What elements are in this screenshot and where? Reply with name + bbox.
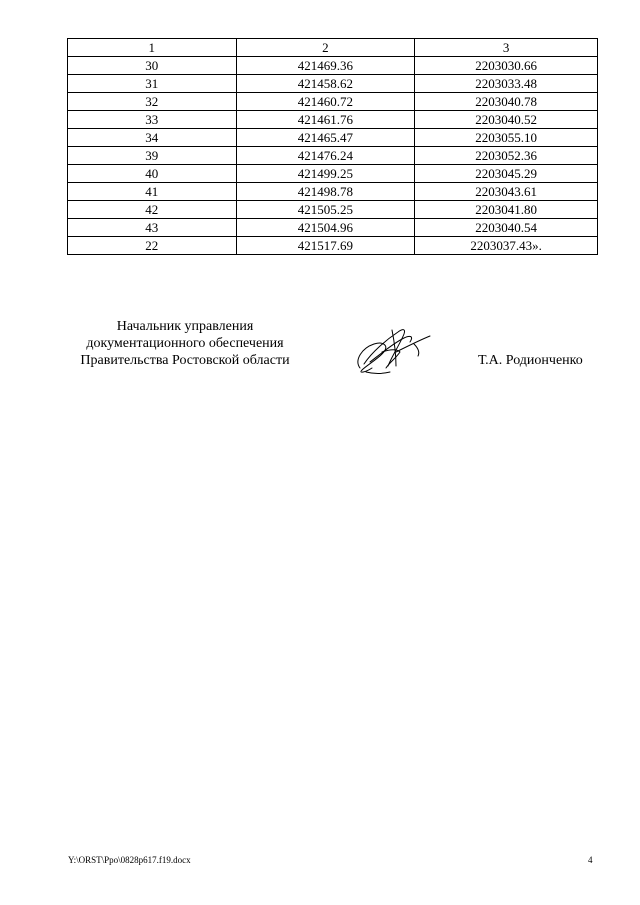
table-row <box>68 165 598 183</box>
handwritten-signature-icon <box>352 322 436 378</box>
cell-x-coordinate: 421469.36 <box>236 57 415 75</box>
cell-point-number: 40 <box>68 165 237 183</box>
table-row <box>68 219 598 237</box>
signatory-title-line-3: Правительства Ростовской области <box>80 353 290 368</box>
signatory-title-line-1: Начальник управления <box>116 319 254 334</box>
coordinates-table <box>67 38 598 255</box>
table-row <box>68 183 598 201</box>
table-row <box>68 93 598 111</box>
table-row <box>68 75 598 93</box>
coordinates-table-body <box>68 39 598 255</box>
cell-y-coordinate: 2203055.10 <box>415 129 598 147</box>
cell-point-number: 41 <box>68 183 237 201</box>
cell-y-coordinate: 2203040.54 <box>415 219 598 237</box>
page-number: 4 <box>588 855 593 865</box>
cell-y-coordinate: 2203052.36 <box>415 147 598 165</box>
cell-y-coordinate: 2203040.78 <box>415 93 598 111</box>
cell-y-coordinate: 2203040.52 <box>415 111 598 129</box>
table-row <box>68 147 598 165</box>
table-row <box>68 57 598 75</box>
cell-point-number: 22 <box>68 237 237 255</box>
cell-x-coordinate: 421461.76 <box>236 111 415 129</box>
signatory-title-line-2: документационного обеспечения <box>86 336 284 351</box>
header-cell-point: 1 <box>68 39 237 57</box>
table-header-row <box>68 39 598 57</box>
cell-point-number: 33 <box>68 111 237 129</box>
cell-point-number: 31 <box>68 75 237 93</box>
cell-y-coordinate: 2203045.29 <box>415 165 598 183</box>
signatory-title <box>60 318 310 369</box>
cell-x-coordinate: 421465.47 <box>236 129 415 147</box>
cell-point-number: 42 <box>68 201 237 219</box>
cell-point-number: 30 <box>68 57 237 75</box>
cell-x-coordinate: 421517.69 <box>236 237 415 255</box>
table-row <box>68 111 598 129</box>
cell-x-coordinate: 421458.62 <box>236 75 415 93</box>
cell-y-coordinate: 2203043.61 <box>415 183 598 201</box>
header-cell-x: 2 <box>236 39 415 57</box>
cell-x-coordinate: 421460.72 <box>236 93 415 111</box>
cell-x-coordinate: 421499.25 <box>236 165 415 183</box>
table-row <box>68 201 598 219</box>
cell-point-number: 39 <box>68 147 237 165</box>
table-row <box>68 129 598 147</box>
cell-y-coordinate: 2203037.43». <box>415 237 598 255</box>
cell-y-coordinate: 2203030.66 <box>415 57 598 75</box>
cell-point-number: 34 <box>68 129 237 147</box>
cell-x-coordinate: 421476.24 <box>236 147 415 165</box>
cell-point-number: 43 <box>68 219 237 237</box>
footer-file-path: Y:\ORST\Ppo\0828p617.f19.docx <box>68 855 191 865</box>
header-cell-y: 3 <box>415 39 598 57</box>
cell-y-coordinate: 2203041.80 <box>415 201 598 219</box>
cell-x-coordinate: 421498.78 <box>236 183 415 201</box>
signer-name: Т.А. Родионченко <box>478 353 583 368</box>
cell-x-coordinate: 421504.96 <box>236 219 415 237</box>
cell-y-coordinate: 2203033.48 <box>415 75 598 93</box>
cell-x-coordinate: 421505.25 <box>236 201 415 219</box>
cell-point-number: 32 <box>68 93 237 111</box>
table-row <box>68 237 598 255</box>
